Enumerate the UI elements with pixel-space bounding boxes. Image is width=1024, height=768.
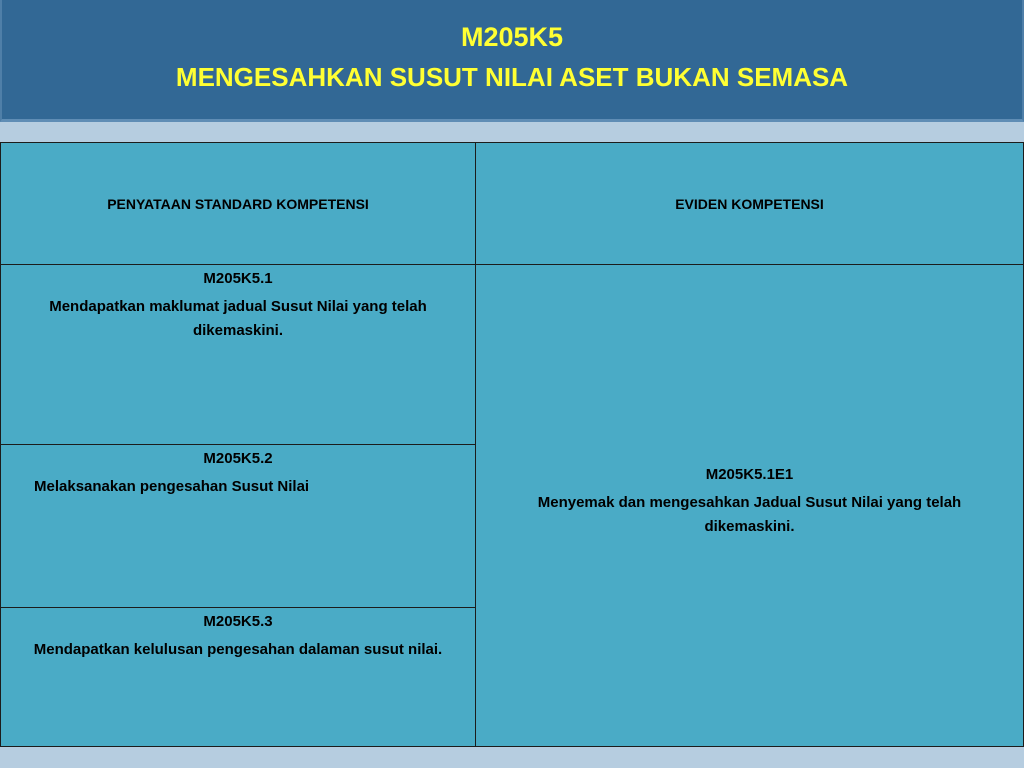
standard-row-3 xyxy=(0,607,476,747)
standard-description: Mendapatkan kelulusan pengesahan dalaman susut nilai. xyxy=(33,641,443,658)
slide-title: MENGESAHKAN SUSUT NILAI ASET BUKAN SEMASA xyxy=(175,62,849,92)
standard-row-2 xyxy=(0,444,476,608)
module-code: M205K5 xyxy=(460,22,564,52)
slide-header xyxy=(0,0,1024,122)
competency-table xyxy=(0,142,1024,747)
standard-code: M205K5.2 xyxy=(203,450,273,467)
standard-row-1 xyxy=(0,264,476,445)
standard-code: M205K5.1 xyxy=(203,270,273,287)
standard-description: Mendapatkan maklumat jadual Susut Nilai yang telah dikemaskini. xyxy=(49,298,427,339)
standard-code: M205K5.3 xyxy=(203,613,273,630)
column-header-evidence xyxy=(475,142,1024,265)
column-header-evidence-label: EVIDEN KOMPETENSI xyxy=(675,195,824,212)
column-header-standard xyxy=(0,142,476,265)
column-header-standard-label: PENYATAAN STANDARD KOMPETENSI xyxy=(107,195,369,212)
evidence-description: Menyemak dan mengesahkan Jadual Susut Nilai yang telah dikemaskini. xyxy=(537,494,962,535)
evidence-code: M205K5.1E1 xyxy=(705,466,794,483)
standard-description: Melaksanakan pengesahan Susut Nilai xyxy=(34,478,310,495)
evidence-cell xyxy=(475,264,1024,747)
evidence-block xyxy=(476,465,1023,539)
